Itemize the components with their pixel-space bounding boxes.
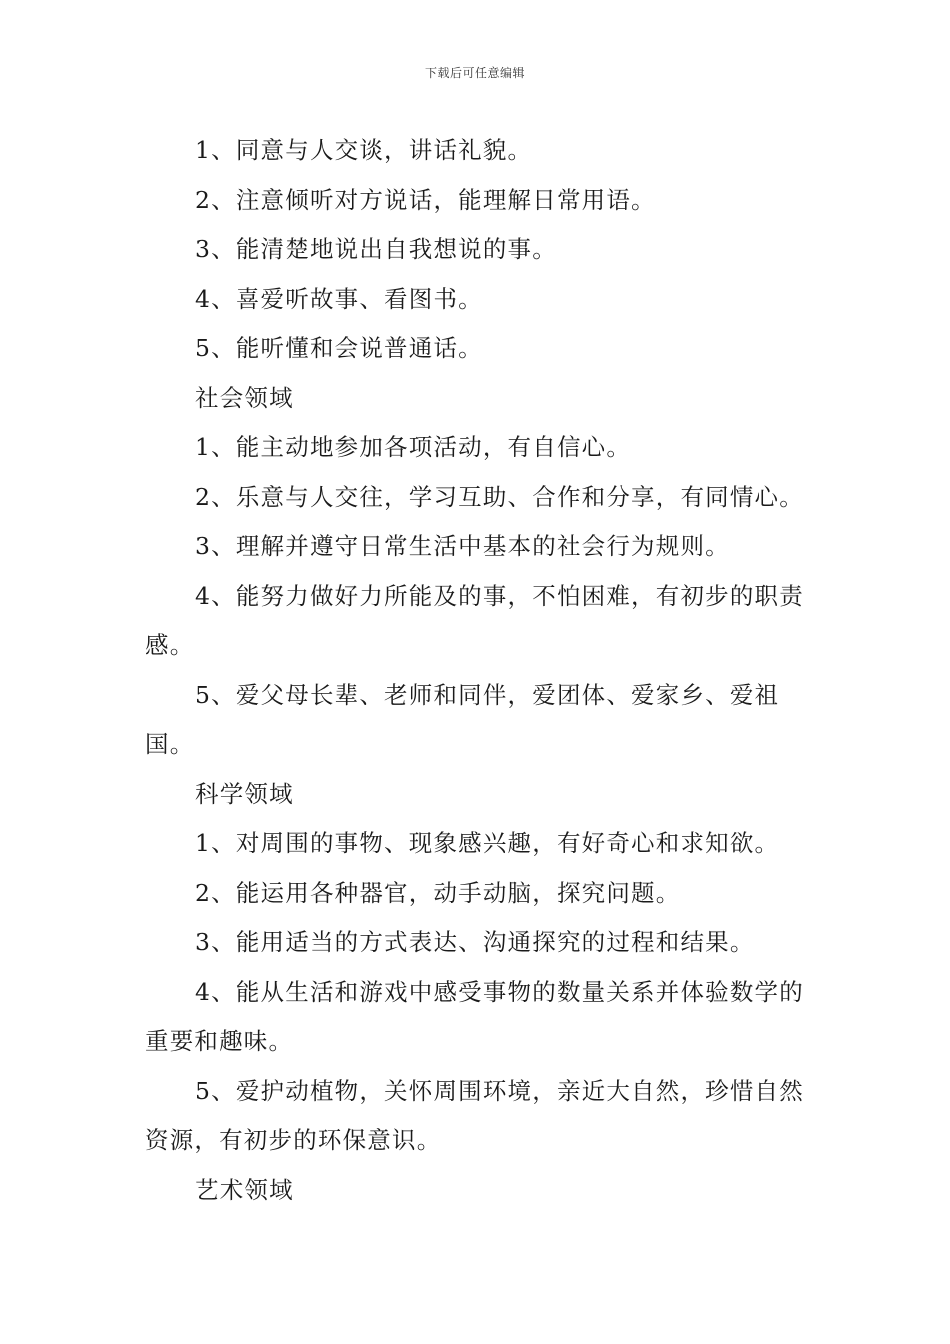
paragraph-science-1: 1、对周围的事物、现象感兴趣，有好奇心和求知欲。 xyxy=(195,829,780,857)
paragraph-language-3: 3、能清楚地说出自我想说的事。 xyxy=(195,235,557,263)
paragraph-science-5: 5、爱护动植物，关怀周围环境，亲近大自然，珍惜自然资源，有初步的环保意识。 xyxy=(145,1076,804,1154)
paragraph-social-1: 1、能主动地参加各项活动，有自信心。 xyxy=(195,433,632,461)
section-heading-social: 社会领域 xyxy=(195,383,294,412)
paragraph-language-4: 4、喜爱听故事、看图书。 xyxy=(195,284,483,313)
section-heading-art: 艺术领域 xyxy=(195,1175,294,1204)
paragraph-science-4: 4、能从生活和游戏中感受事物的数量关系并体验数学的重要和趣味。 xyxy=(145,977,804,1055)
document-body xyxy=(145,126,810,1215)
paragraph-social-2: 2、乐意与人交往，学习互助、合作和分享，有同情心。 xyxy=(195,482,804,511)
paragraph-social-3: 3、理解并遵守日常生活中基本的社会行为规则。 xyxy=(195,532,730,560)
paragraph-language-5: 5、能听懂和会说普通话。 xyxy=(195,334,483,362)
paragraph-language-2: 2、注意倾听对方说话，能理解日常用语。 xyxy=(195,185,656,214)
paragraph-social-4: 4、能努力做好力所能及的事，不怕困难，有初步的职责感。 xyxy=(145,581,804,659)
section-heading-science: 科学领域 xyxy=(195,779,294,808)
paragraph-science-3: 3、能用适当的方式表达、沟通探究的过程和结果。 xyxy=(195,928,755,956)
page-header: 下载后可任意编辑 xyxy=(424,66,525,80)
paragraph-social-5: 5、爱父母长辈、老师和同伴，爱团体、爱家乡、爱祖国。 xyxy=(145,680,780,758)
paragraph-language-1: 1、同意与人交谈，讲话礼貌。 xyxy=(195,136,533,164)
paragraph-science-2: 2、能运用各种器官，动手动脑，探究问题。 xyxy=(195,878,681,907)
